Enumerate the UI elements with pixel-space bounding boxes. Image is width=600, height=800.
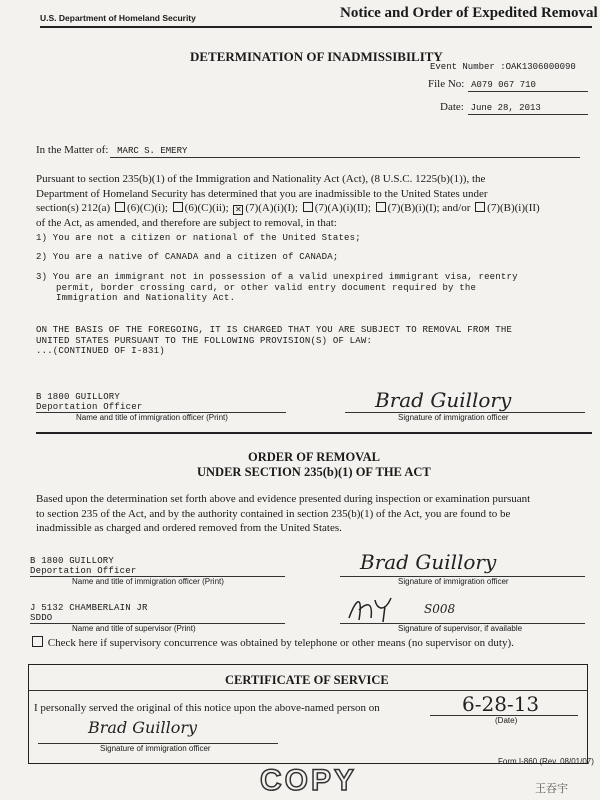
certificate-text: I personally served the original of this notice upon the above-named person on	[34, 702, 380, 714]
form-title: Notice and Order of Expedited Removal	[340, 5, 598, 21]
order-line-3: inadmissible as charged and ordered removed from the United States.	[36, 522, 342, 534]
caption-supervisor-name: Name and title of supervisor (Print)	[72, 624, 196, 633]
charge-line-1: ON THE BASIS OF THE FOREGOING, IT IS CHARGED THAT YOU ARE SUBJECT TO REMOVAL FROM THE	[36, 325, 513, 335]
concurrence-text: Check here if supervisory concurrence was obtained by telephone or other means (no supervisor on duty).	[47, 637, 514, 649]
section-6cii: (6)(C)(ii);	[184, 202, 229, 214]
order-line-1: Based upon the determination set forth above and evidence presented during inspection or examination pursuant	[36, 493, 531, 505]
charge-line-2: UNITED STATES PURSUANT TO THE FOLLOWING PROVISION(S) OF LAW:	[36, 335, 373, 346]
checkbox-6ci[interactable]	[115, 202, 125, 212]
certificate-title-rule	[29, 690, 587, 691]
event-number	[430, 62, 576, 72]
section-7ai: (7)(A)(i)(I);	[245, 202, 298, 214]
supervisor-signature-mark	[345, 592, 415, 624]
order-title: ORDER OF REMOVAL	[248, 450, 380, 464]
supervisor-title: SDDO	[30, 613, 53, 623]
officer-name-2: B 1800 GUILLORY	[30, 556, 115, 566]
order-line-2: to section 235 of the Act, and by the authority contained in section 235(b)(1) of the Act, you are found to be	[36, 507, 511, 520]
section-checkboxes	[36, 201, 596, 216]
officer-name-1: B 1800 GUILLORY	[36, 392, 121, 402]
caption-signature-1: Signature of immigration officer	[398, 413, 509, 422]
item-3	[36, 272, 596, 304]
matter-label: In the Matter of:	[36, 144, 109, 156]
file-number-line	[468, 91, 588, 92]
officer-title-2: Deportation Officer	[30, 566, 137, 576]
caption-certificate-signature: Signature of immigration officer	[100, 744, 211, 753]
matter-value: MARC S. EMERY	[117, 146, 188, 156]
officer-signature-1: Brad Guillory	[375, 388, 512, 412]
date-field	[440, 101, 541, 113]
charge-text	[36, 325, 596, 357]
officer-signature-2: Brad Guillory	[360, 550, 497, 574]
form-number: Form I-860 (Rev. 08/01/07)	[498, 757, 594, 766]
item-3-line-3: Immigration and Nationality Act.	[56, 293, 236, 303]
supervisor-signature: S008	[424, 602, 456, 616]
para-line-2: Department of Homeland Security has determined that you are inadmissible to the United States under	[36, 187, 488, 200]
checkbox-7bi[interactable]	[376, 202, 386, 212]
certificate-signature: Brad Guillory	[88, 718, 198, 737]
item-3-line-1: 3) You are an immigrant not in possession of a valid unexpired immigrant visa, reentry	[36, 272, 518, 282]
checkbox-7aii[interactable]	[303, 202, 313, 212]
caption-supervisor-signature: Signature of supervisor, if available	[398, 624, 523, 633]
caption-signature-2: Signature of immigration officer	[398, 577, 509, 586]
date-label: Date:	[440, 101, 464, 113]
matter-line	[110, 157, 580, 158]
caption-officer-name-2: Name and title of immigration officer (Print)	[72, 577, 224, 586]
supervisor-name: J 5132 CHAMBERLAIN JR	[30, 603, 148, 613]
file-number-label: File No:	[428, 78, 465, 90]
checkbox-6cii[interactable]	[173, 202, 183, 212]
section-7aii: (7)(A)(i)(II);	[314, 202, 371, 214]
determination-title: DETERMINATION OF INADMISSIBILITY	[190, 49, 443, 64]
officer-title-1: Deportation Officer	[36, 402, 143, 412]
header-rule	[40, 26, 592, 28]
charge-line-3: ...(CONTINUED OF I-831)	[36, 346, 165, 356]
file-number	[428, 78, 536, 90]
section-divider	[36, 432, 592, 434]
certificate-title: CERTIFICATE OF SERVICE	[225, 673, 389, 687]
para-line-3: section(s) 212(a)	[36, 202, 111, 214]
concurrence-checkbox[interactable]	[32, 636, 43, 647]
item-3-line-2: permit, border crossing card, or other valid entry document required by the	[56, 282, 477, 293]
checkbox-7ai-checked[interactable]: ✕	[235, 205, 242, 214]
agency-name: U.S. Department of Homeland Security	[40, 13, 196, 23]
section-6ci: (6)(C)(i);	[126, 202, 168, 214]
determination-paragraph	[36, 172, 596, 230]
item-2: 2) You are a native of CANADA and a citizen of CANADA;	[36, 252, 339, 262]
date-line	[468, 114, 588, 115]
item-1: 1) You are not a citizen or national of the United States;	[36, 233, 361, 243]
watermark-text: 王吞宇	[535, 783, 568, 795]
caption-officer-name-1: Name and title of immigration officer (Print)	[76, 413, 228, 422]
para-line-1: Pursuant to section 235(b)(1) of the Immigration and Nationality Act (Act), (8 U.S.C. 1225(b)(1)), the	[36, 173, 486, 185]
event-number-value: OAK1306000090	[505, 62, 576, 72]
copy-stamp: COPY	[260, 764, 358, 797]
order-paragraph	[36, 492, 596, 536]
section-7bi: (7)(B)(i)(I); and/or	[387, 202, 471, 214]
date-value: June 28, 2013	[470, 103, 541, 113]
file-number-value: A079 067 710	[471, 80, 536, 90]
checkbox-7bii[interactable]	[475, 202, 485, 212]
event-number-label: Event Number :	[430, 62, 506, 72]
service-date: 6-28-13	[462, 692, 540, 716]
para-line-4: of the Act, as amended, and therefore are subject to removal, in that:	[36, 216, 337, 229]
service-date-caption: (Date)	[495, 716, 518, 725]
order-subtitle: UNDER SECTION 235(b)(1) OF THE ACT	[197, 465, 431, 479]
section-7bii: (7)(B)(i)(II)	[487, 202, 540, 214]
supervisor-concurrence	[30, 636, 514, 649]
matter-field	[36, 144, 187, 156]
